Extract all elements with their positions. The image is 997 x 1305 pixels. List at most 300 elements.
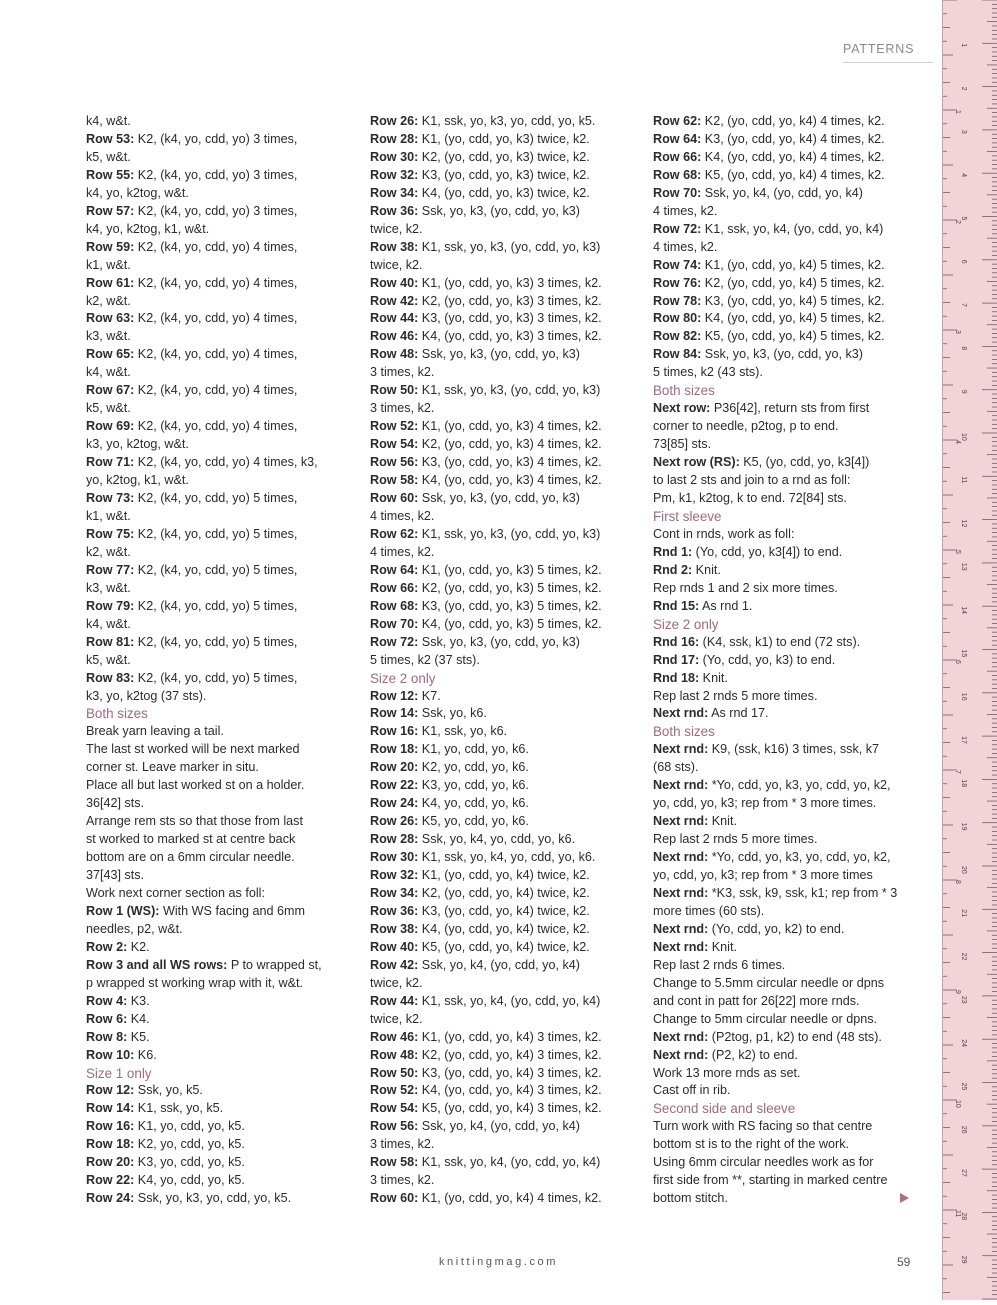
ruler-cm-label: 24 (960, 1039, 967, 1047)
instruction-text: K1, (yo, cdd, yo, k3) 4 times, k2. (418, 419, 602, 434)
pattern-line (653, 1029, 915, 1047)
pattern-line (653, 580, 915, 598)
instruction-text: k1, w&t. (86, 508, 131, 523)
pattern-column-3 (653, 113, 915, 1208)
row-label: Row 16: (370, 724, 419, 739)
instruction-text: twice, k2. (370, 257, 423, 272)
instruction-text: Change to 5mm circular needle or dpns. (653, 1011, 878, 1026)
pattern-line (86, 346, 348, 364)
row-label: Row 4: (86, 993, 128, 1008)
ruler-cm-label: 29 (960, 1255, 967, 1264)
pattern-line (370, 131, 632, 149)
instruction-text: twice, k2. (370, 1011, 423, 1026)
pattern-line (370, 1118, 632, 1136)
row-label: Row 32: (370, 868, 419, 883)
row-label: Row 42: (370, 957, 419, 972)
instruction-text: K2, (k4, yo, cdd, yo) 3 times, (134, 167, 298, 182)
row-label: Row 53: (86, 131, 135, 146)
ruler-cm-label: 8 (960, 346, 967, 351)
instruction-text: (P2, k2) to end. (708, 1047, 798, 1062)
row-label: Row 76: (653, 275, 702, 290)
instruction-text: k5, w&t. (86, 652, 131, 667)
instruction-text: K2, (k4, yo, cdd, yo) 4 times, (134, 275, 298, 290)
pattern-line (86, 795, 348, 813)
pattern-line (653, 813, 915, 831)
pattern-line (86, 364, 348, 382)
ruler-cm-label: 21 (960, 909, 967, 918)
row-label: Row 28: (370, 131, 419, 146)
row-label: Row 57: (86, 203, 135, 218)
instruction-text: K2, (k4, yo, cdd, yo) 4 times, k3, (134, 455, 318, 470)
instruction-text: K5, yo, cdd, yo, k6. (418, 814, 529, 829)
ruler-cm-label: 10 (960, 433, 967, 441)
pattern-line (86, 777, 348, 795)
pattern-line (370, 598, 632, 616)
instruction-text: K4. (127, 1011, 150, 1026)
pattern-line (653, 239, 915, 257)
instruction-text: (Yo, cdd, yo, k2) to end. (708, 921, 845, 936)
instruction-text: k4, yo, k2tog, w&t. (86, 185, 189, 200)
instruction-text: K4, (yo, cdd, yo, k3) 3 times, k2. (418, 329, 602, 344)
pattern-line (86, 490, 348, 508)
pattern-line (653, 1154, 915, 1172)
instruction-text: K5, (yo, cdd, yo, k4) 3 times, k2. (418, 1101, 602, 1116)
instruction-text: K2, (k4, yo, cdd, yo) 4 times, (134, 383, 298, 398)
instruction-text: Arrange rem sts so that those from last (86, 814, 303, 829)
pattern-line (86, 759, 348, 777)
pattern-line (86, 221, 348, 239)
pattern-line (86, 544, 348, 562)
pattern-line (370, 885, 632, 903)
pattern-line (370, 903, 632, 921)
ruler-cm-label: 28 (960, 1212, 967, 1221)
instruction-text: K2, (yo, cdd, yo, k3) twice, k2. (418, 149, 590, 164)
pattern-line (86, 239, 348, 257)
pattern-line (370, 508, 632, 526)
pattern-line (370, 400, 632, 418)
pattern-line (653, 993, 915, 1011)
instruction-text: K4, (yo, cdd, yo, k4) 5 times, k2. (701, 311, 885, 326)
pattern-line (653, 400, 915, 418)
pattern-line (370, 364, 632, 382)
row-label: Row 22: (370, 778, 419, 793)
pattern-line (653, 759, 915, 777)
pattern-line (653, 939, 915, 957)
pattern-line (370, 795, 632, 813)
pattern-line (653, 831, 915, 849)
instruction-text: k4, w&t. (86, 616, 131, 631)
row-label: Row 10: (86, 1047, 135, 1062)
pattern-line (370, 1154, 632, 1172)
pattern-line (86, 1100, 348, 1118)
section-heading: Both sizes (653, 724, 715, 740)
ruler-cm-label: 1 (960, 43, 967, 48)
ruler-inch-label: 8 (954, 880, 961, 884)
pattern-column-1 (86, 113, 348, 1208)
row-label: Row 83: (86, 670, 135, 685)
pattern-line (86, 293, 348, 311)
pattern-line (86, 849, 348, 867)
instruction-text: (K4, ssk, k1) to end (72 sts). (699, 634, 861, 649)
pattern-line (653, 670, 915, 688)
row-label: Row 61: (86, 275, 135, 290)
instruction-text: K1, (yo, cdd, yo, k3) 3 times, k2. (418, 275, 602, 290)
instruction-text: K2, (k4, yo, cdd, yo) 4 times, (134, 239, 298, 254)
pattern-line (653, 688, 915, 706)
instruction-text: K4, (yo, cdd, yo, k3) 5 times, k2. (418, 616, 602, 631)
pattern-line (653, 275, 915, 293)
instruction-text: K4, (yo, cdd, yo, k4) twice, k2. (418, 921, 590, 936)
row-label: Row 26: (370, 814, 419, 829)
pattern-line (86, 1118, 348, 1136)
instruction-text: K2, (k4, yo, cdd, yo) 5 times, (134, 634, 298, 649)
row-label: Next rnd: (653, 706, 709, 721)
pattern-line (653, 885, 915, 903)
pattern-line (653, 418, 915, 436)
pattern-line (86, 436, 348, 454)
pattern-line (370, 1011, 632, 1029)
instruction-text: Rep last 2 rnds 6 times. (653, 957, 786, 972)
pattern-line (653, 221, 915, 239)
pattern-line (370, 813, 632, 831)
instruction-text: yo, cdd, yo, k3; rep from * 3 more times. (653, 796, 877, 811)
pattern-line (653, 310, 915, 328)
row-label: Row 44: (370, 993, 419, 1008)
instruction-text: Work next corner section as foll: (86, 885, 265, 900)
pattern-line (370, 167, 632, 185)
pattern-line (370, 185, 632, 203)
pattern-line (370, 1172, 632, 1190)
row-label: Row 46: (370, 329, 419, 344)
row-label: Next rnd: (653, 921, 709, 936)
ruler-scale (943, 0, 997, 1300)
row-label: Row 30: (370, 850, 419, 865)
row-label: Row 52: (370, 1083, 419, 1098)
pattern-line (370, 723, 632, 741)
instruction-text: K2, (k4, yo, cdd, yo) 3 times, (134, 131, 298, 146)
ruler-cm-label: 2 (960, 86, 967, 91)
pattern-line (370, 275, 632, 293)
row-label: Row 42: (370, 293, 419, 308)
instruction-text: yo, cdd, yo, k3; rep from * 3 more times (653, 868, 873, 883)
pattern-line (86, 472, 348, 490)
ruler-cm-label: 13 (960, 562, 967, 571)
instruction-text: corner st. Leave marker in situ. (86, 760, 259, 775)
instruction-text: P to wrapped st, (227, 957, 322, 972)
row-label: Row 28: (370, 832, 419, 847)
instruction-text: K2, (k4, yo, cdd, yo) 5 times, (134, 562, 298, 577)
pattern-line (653, 1047, 915, 1065)
row-label: Row 36: (370, 903, 419, 918)
row-label: Row 34: (370, 885, 419, 900)
row-label: Next rnd: (653, 850, 709, 865)
pattern-line (86, 634, 348, 652)
pattern-line (370, 203, 632, 221)
pattern-line (86, 921, 348, 939)
pattern-line (370, 1065, 632, 1083)
instruction-text: K1, ssk, yo, k4, yo, cdd, yo, k6. (418, 850, 596, 865)
row-label: Row 48: (370, 1047, 419, 1062)
row-label: Row 56: (370, 455, 419, 470)
instruction-text: K2, (yo, cdd, yo, k4) 5 times, k2. (701, 275, 885, 290)
instruction-text: Ssk, yo, k3, (yo, cdd, yo, k3) (418, 634, 580, 649)
pattern-line (653, 1065, 915, 1083)
pattern-line (370, 490, 632, 508)
pattern-line (653, 1082, 915, 1100)
row-label: Row 72: (653, 221, 702, 236)
instruction-text: Turn work with RS facing so that centre (653, 1119, 873, 1134)
instruction-text: k5, w&t. (86, 149, 131, 164)
row-label: Row 66: (370, 580, 419, 595)
ruler-inch-label: 2 (954, 220, 961, 224)
row-label: Next rnd: (653, 1047, 709, 1062)
pattern-line (86, 275, 348, 293)
pattern-line (370, 454, 632, 472)
pattern-line (653, 149, 915, 167)
pattern-line (653, 634, 915, 652)
pattern-line (653, 1011, 915, 1029)
instruction-text: K4, yo, cdd, yo, k6. (418, 796, 529, 811)
ruler-cm-label: 7 (960, 303, 967, 308)
pattern-line (370, 149, 632, 167)
pattern-line (370, 113, 632, 131)
pattern-line (86, 562, 348, 580)
instruction-text: k2, w&t. (86, 293, 131, 308)
pattern-line (653, 257, 915, 275)
pattern-line (86, 203, 348, 221)
pattern-line (86, 149, 348, 167)
instruction-text: Ssk, yo, k3, (yo, cdd, yo, k3) (418, 203, 580, 218)
instruction-text: Rep rnds 1 and 2 six more times. (653, 580, 838, 595)
instruction-text: *K3, ssk, k9, ssk, k1; rep from * 3 (708, 885, 898, 900)
instruction-text: K1, yo, cdd, yo, k5. (134, 1119, 245, 1134)
pattern-line (653, 526, 915, 544)
pattern-line (86, 741, 348, 759)
row-label: Row 18: (370, 742, 419, 757)
pattern-line (370, 1136, 632, 1154)
instruction-text: As rnd 1. (699, 598, 753, 613)
instruction-text: K5, (yo, cdd, yo, k4) 4 times, k2. (701, 167, 885, 182)
pattern-line (370, 239, 632, 257)
row-label: Next rnd: (653, 939, 709, 954)
row-label: Row 12: (86, 1083, 135, 1098)
row-label: Row 58: (370, 1155, 419, 1170)
instruction-text: The last st worked will be next marked (86, 742, 300, 757)
row-label: Rnd 1: (653, 544, 693, 559)
row-label: Rnd 15: (653, 598, 700, 613)
instruction-text: K1, ssk, yo, k4, (yo, cdd, yo, k4) (701, 221, 884, 236)
instruction-text: K1, ssk, yo, k3, yo, cdd, yo, k5. (418, 114, 596, 128)
ruler-inch-label: 10 (954, 1100, 961, 1108)
instruction-text: K2, (k4, yo, cdd, yo) 5 times, (134, 670, 298, 685)
instruction-text: first side from **, starting in marked centre (653, 1173, 888, 1188)
instruction-text: K2. (127, 939, 150, 954)
ruler-inch-label: 1 (954, 110, 961, 114)
row-label: Next row: (653, 401, 711, 416)
pattern-line (370, 777, 632, 795)
instruction-text: Ssk, yo, k3, (yo, cdd, yo, k3) (418, 347, 580, 362)
measuring-ruler (942, 0, 997, 1300)
pattern-line (370, 1100, 632, 1118)
pattern-line (370, 741, 632, 759)
pattern-line (86, 885, 348, 903)
instruction-text: K3, (yo, cdd, yo, k3) 4 times, k2. (418, 455, 602, 470)
pattern-line (86, 616, 348, 634)
instruction-text: Work 13 more rnds as set. (653, 1065, 801, 1080)
pattern-line (86, 580, 348, 598)
instruction-text: (68 sts). (653, 760, 699, 775)
section-header: PATTERNS (843, 42, 933, 63)
instruction-text: K2, (yo, cdd, yo, k3) 4 times, k2. (418, 437, 602, 452)
row-label: Row 68: (653, 167, 702, 182)
instruction-text: k4, w&t. (86, 365, 131, 380)
row-label: Row 71: (86, 455, 135, 470)
instruction-text: 36[42] sts. (86, 796, 145, 811)
row-label: Row 30: (370, 149, 419, 164)
row-label: Row 54: (370, 1101, 419, 1116)
pattern-line (86, 813, 348, 831)
pattern-line (86, 418, 348, 436)
row-label: Row 67: (86, 383, 135, 398)
instruction-text: K7. (418, 688, 441, 703)
row-label: Row 38: (370, 921, 419, 936)
row-label: Row 75: (86, 526, 135, 541)
pattern-line (86, 867, 348, 885)
instruction-text: K2, (yo, cdd, yo, k4) 4 times, k2. (701, 114, 885, 128)
pattern-line (653, 167, 915, 185)
row-label: Row 77: (86, 562, 135, 577)
instruction-text: K5. (127, 1029, 150, 1044)
row-label: Row 72: (370, 634, 419, 649)
row-label: Row 62: (370, 526, 419, 541)
row-label: Row 73: (86, 491, 135, 506)
instruction-text: Cast off in rib. (653, 1083, 731, 1098)
row-label: Row 24: (370, 796, 419, 811)
instruction-text: k5, w&t. (86, 401, 131, 416)
pattern-line (370, 382, 632, 400)
pattern-line (370, 957, 632, 975)
instruction-text: k1, w&t. (86, 257, 131, 272)
instruction-text: K1, (yo, cdd, yo, k4) 5 times, k2. (701, 257, 885, 272)
instruction-text: Rep last 2 rnds 5 more times. (653, 688, 818, 703)
instruction-text: Ssk, yo, k4, yo, cdd, yo, k6. (418, 832, 576, 847)
instruction-text: 3 times, k2. (370, 365, 435, 380)
ruler-cm-label: 4 (960, 173, 967, 178)
row-label: Row 8: (86, 1029, 128, 1044)
section-heading: Size 1 only (86, 1065, 152, 1081)
ruler-inch-label: 9 (954, 990, 961, 994)
instruction-text: Using 6mm circular needles work as for (653, 1155, 874, 1170)
instruction-text: 37[43] sts. (86, 868, 145, 883)
pattern-line (86, 1082, 348, 1100)
pattern-line (370, 1082, 632, 1100)
instruction-text: 5 times, k2 (43 sts). (653, 365, 763, 380)
row-label: Row 48: (370, 347, 419, 362)
instruction-text: K1, (yo, cdd, yo, k4) 3 times, k2. (418, 1029, 602, 1044)
pattern-line (653, 544, 915, 562)
pattern-line (653, 185, 915, 203)
pattern-line (370, 293, 632, 311)
instruction-text: K1, ssk, yo, k3, (yo, cdd, yo, k3) (418, 239, 601, 254)
row-label: Row 20: (86, 1155, 135, 1170)
ruler-inch-label: 3 (954, 330, 961, 334)
instruction-text: 4 times, k2. (653, 203, 718, 218)
instruction-text: Knit. (708, 939, 737, 954)
pattern-line (653, 795, 915, 813)
ruler-cm-label: 6 (960, 259, 967, 264)
ruler-cm-label: 20 (960, 866, 967, 874)
row-label: Row 64: (370, 562, 419, 577)
instruction-text: K3, yo, cdd, yo, k6. (418, 778, 529, 793)
pattern-line (653, 975, 915, 993)
row-label: Next row (RS): (653, 455, 740, 470)
section-heading: Size 2 only (653, 616, 719, 632)
ruler-cm-label: 18 (960, 779, 967, 788)
instruction-text: K2, (k4, yo, cdd, yo) 5 times, (134, 491, 298, 506)
ruler-inch-label: 7 (954, 770, 961, 774)
pattern-line (86, 652, 348, 670)
pattern-line (653, 867, 915, 885)
instruction-text: K4, (yo, cdd, yo, k4) 3 times, k2. (418, 1083, 602, 1098)
pattern-line (370, 616, 632, 634)
instruction-text: Ssk, yo, k6. (418, 706, 487, 721)
instruction-text: 3 times, k2. (370, 1137, 435, 1152)
section-heading: First sleeve (653, 508, 722, 524)
row-label: Row 55: (86, 167, 135, 182)
pattern-line (86, 508, 348, 526)
ruler-cm-label: 16 (960, 692, 967, 701)
row-label: Row 1 (WS): (86, 903, 160, 918)
row-label: Row 20: (370, 760, 419, 775)
row-label: Row 24: (86, 1191, 135, 1206)
row-label: Row 79: (86, 598, 135, 613)
row-label: Row 22: (86, 1173, 135, 1188)
row-label: Row 66: (653, 149, 702, 164)
pattern-line (86, 382, 348, 400)
instruction-text: Place all but last worked st on a holder. (86, 778, 305, 793)
pattern-line (653, 1172, 915, 1190)
instruction-text: K2, (yo, cdd, yo, k4) 3 times, k2. (418, 1047, 602, 1062)
row-label: Row 2: (86, 939, 128, 954)
pattern-line (653, 328, 915, 346)
pattern-line (86, 1136, 348, 1154)
ruler-cm-label: 17 (960, 736, 967, 744)
instruction-text: k3, yo, k2tog, w&t. (86, 437, 189, 452)
pattern-line (370, 310, 632, 328)
pattern-line (653, 113, 915, 131)
pattern-line (86, 526, 348, 544)
pattern-line (86, 688, 348, 706)
instruction-text: Ssk, yo, k3, yo, cdd, yo, k5. (134, 1191, 292, 1206)
instruction-text: K2, (k4, yo, cdd, yo) 5 times, (134, 526, 298, 541)
pattern-line (653, 1190, 915, 1208)
pattern-line (653, 293, 915, 311)
row-label: Rnd 2: (653, 562, 693, 577)
pattern-line (653, 903, 915, 921)
pattern-line (370, 688, 632, 706)
row-label: Row 52: (370, 419, 419, 434)
instruction-text: Ssk, yo, k5. (134, 1083, 203, 1098)
instruction-text: Ssk, yo, k3, (yo, cdd, yo, k3) (701, 347, 863, 362)
instruction-text: K3, (yo, cdd, yo, k4) 3 times, k2. (418, 1065, 602, 1080)
row-label: Row 40: (370, 939, 419, 954)
ruler-cm-label: 14 (960, 606, 967, 614)
instruction-text: (Yo, cdd, yo, k3[4]) to end. (692, 544, 843, 559)
instruction-text: K4, (yo, cdd, yo, k3) twice, k2. (418, 185, 590, 200)
instruction-text: K1, ssk, yo, k6. (418, 724, 508, 739)
row-label: Row 6: (86, 1011, 128, 1026)
row-label: Row 26: (370, 114, 419, 128)
